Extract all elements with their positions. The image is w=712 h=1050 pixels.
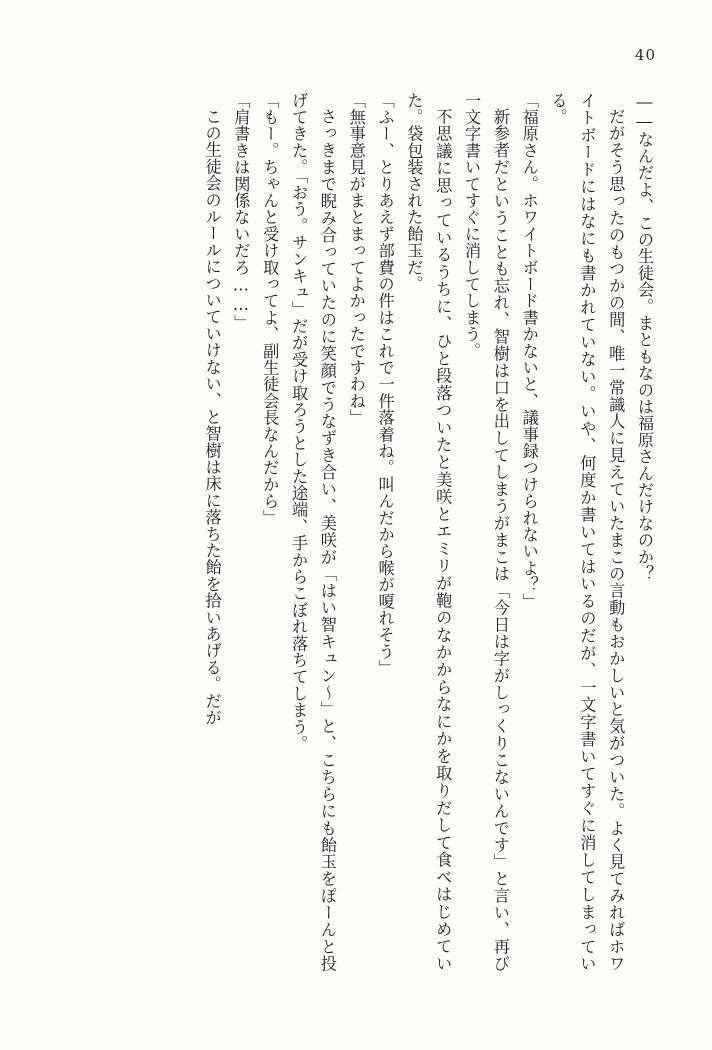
- paragraph: 「肩書きは関係ないだろ……」: [231, 92, 251, 332]
- paragraph: 不思議に思っているうちに、ひと段落ついたと美咲とエミリが鞄のなかからなにかを取りだして食べはじめていた。袋包装された飴玉だ。: [404, 92, 453, 972]
- paragraph: この生徒会のルールについていけない、と智樹は床に落ちた飴を拾いあげる。だが: [202, 108, 222, 727]
- paragraph: 「無事意見がまとまってよかったですわね」: [346, 92, 366, 426]
- paragraph: さっきまで睨み合っていたのに笑顔でうなずき合い、美咲が「はい智キュン～」と、こちらにも飴玉をぽーんと投げてきた。「おう。サンキュ」だが受け取ろうとした途端、手からこぼれ落ちてしまう。: [289, 92, 337, 972]
- page-text-body: [52, 92, 658, 972]
- page-number: 40: [634, 46, 656, 64]
- paragraph: ――なんだよ、この生徒会。まともなのは福原さんだけなのか？: [635, 92, 654, 582]
- paragraph: 「ふー、とりあえず部費の件はこれで一件落着ね。叫んだから喉が嗄れそう」: [375, 92, 395, 677]
- paragraph: だがそう思ったのもつかの間、唯一常識人に見えていたまこの言動もおかしいと気がついた。よく見てみればホワイトボードにはなにも書かれていない。いや、何度か書いてはいるのだが、一文字書いてすぐに消してしまっている。: [548, 92, 626, 972]
- paragraph: 新参者だということも忘れ、智樹は口を出してしまうがまこは「今日は字がしっくりこないんです」と言い、再び一文字書いてすぐに消してしまう。: [462, 92, 510, 972]
- paragraph: 「福原さん。ホワイトボード書かないと、議事録つけられないよ？」: [519, 92, 539, 610]
- paragraph: 「もー。ちゃんと受け取ってよ、副生徒会長なんだから」: [260, 92, 280, 527]
